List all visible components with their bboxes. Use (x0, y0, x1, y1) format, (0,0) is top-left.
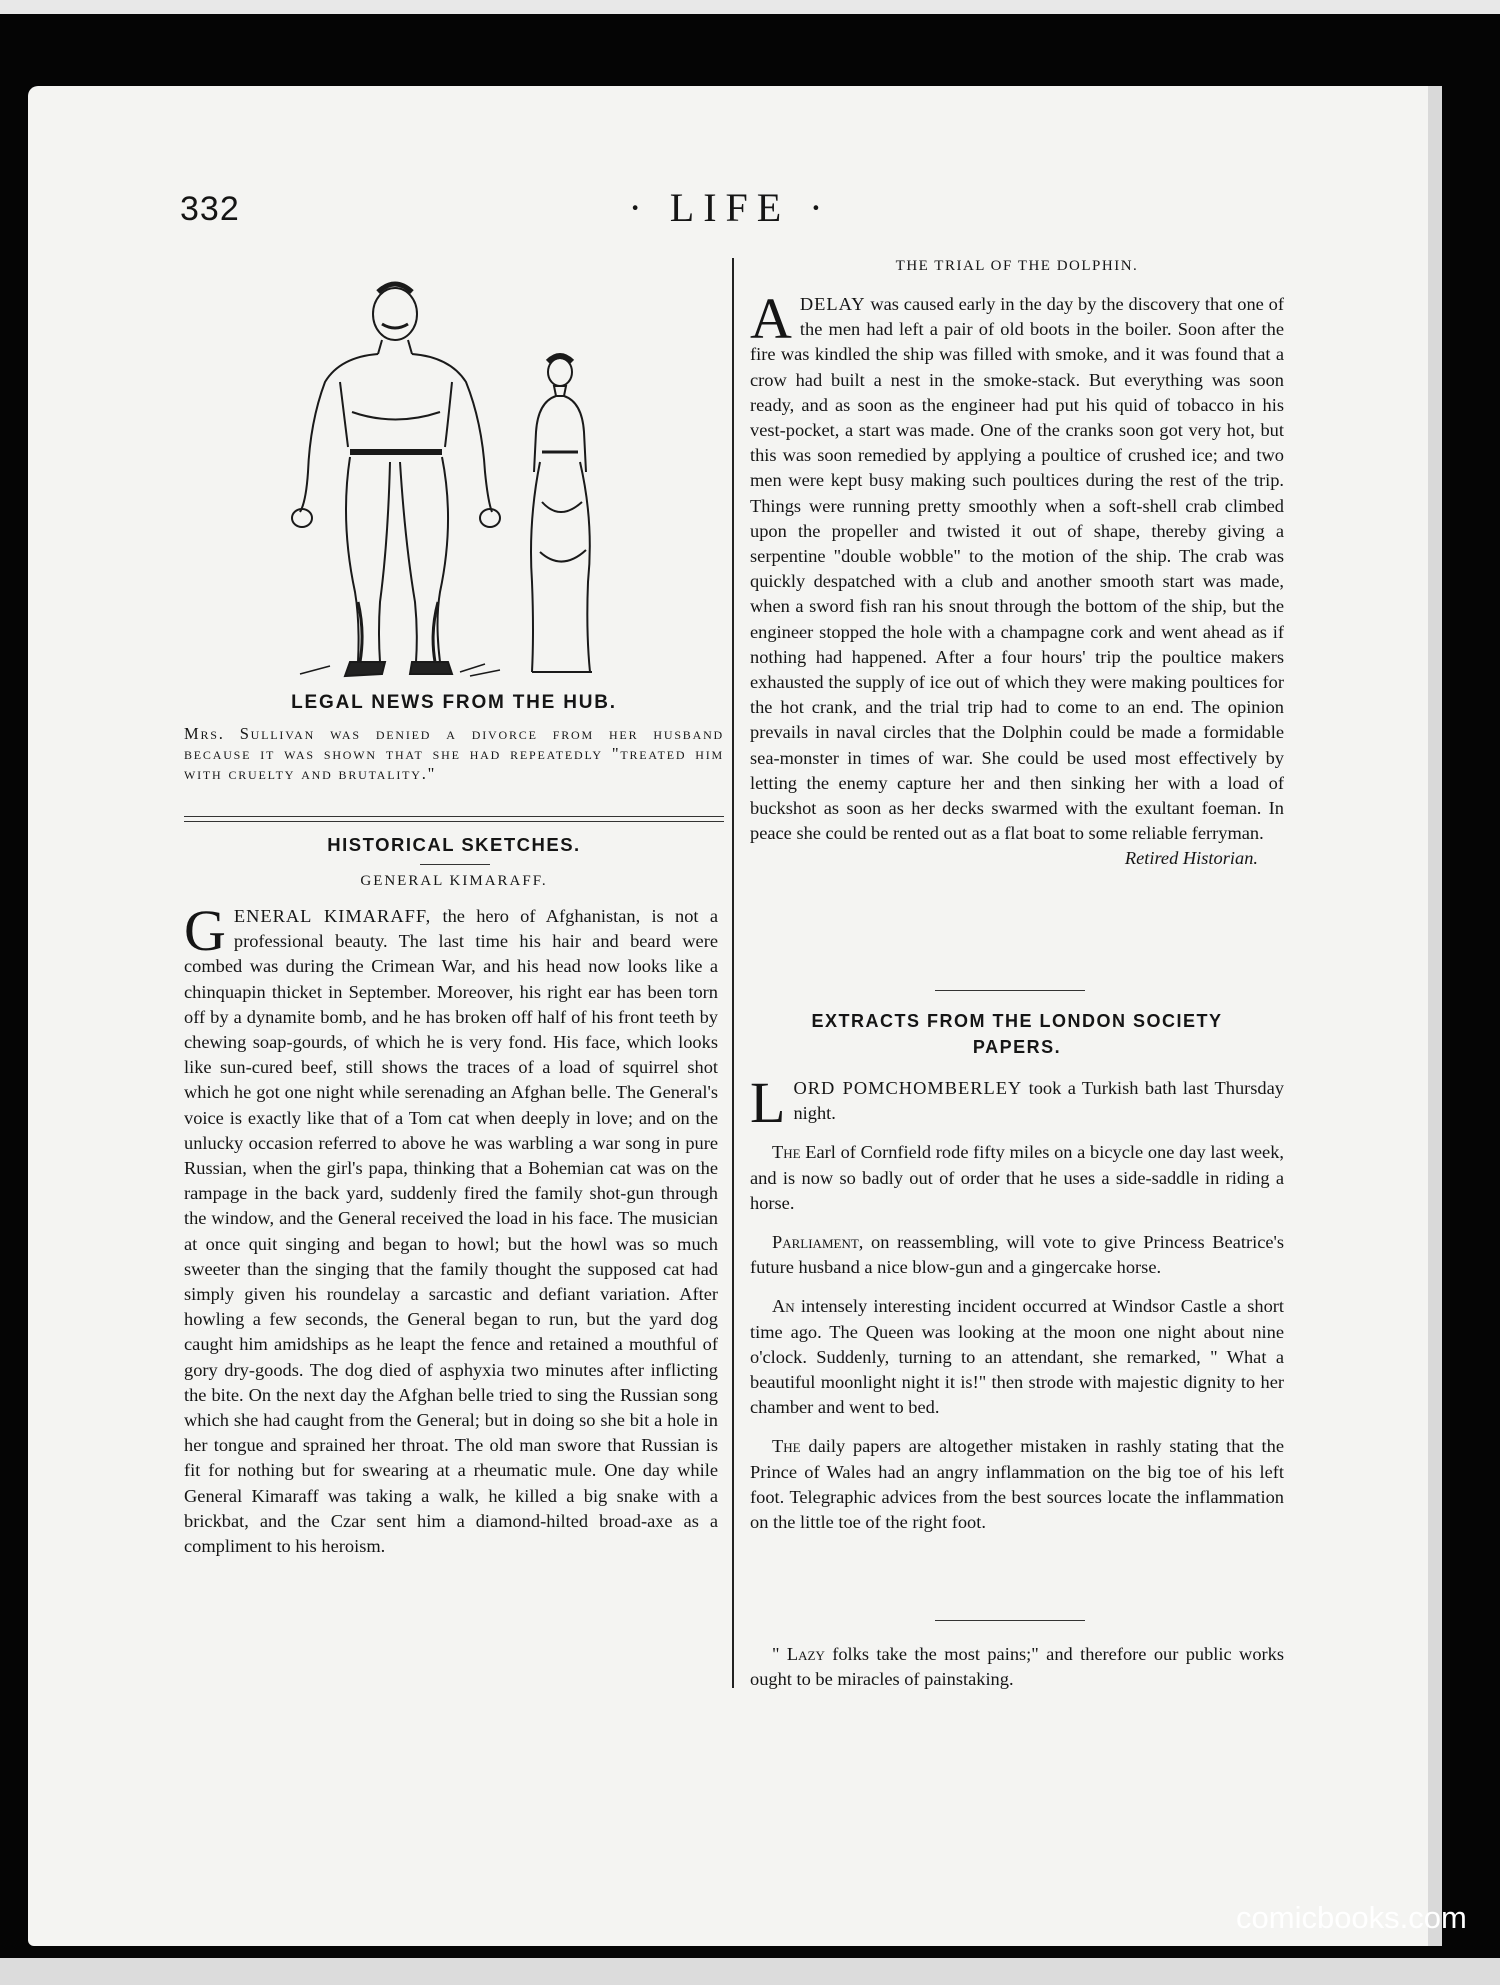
paragraph-lead: " Lazy (772, 1644, 825, 1664)
paragraph-body: intensely interesting incident occurred at Windsor Castle a short time ago. The Queen was looking at the moon one night about nine o'clock. Suddenly, turning to an attendant, she remarked, " What a beautiful moonlight night it is!" then strode with majestic dignity to her chamber and went to bed. (750, 1296, 1284, 1418)
paragraph-lead: The (772, 1436, 801, 1457)
section-divider (935, 1620, 1085, 1621)
paragraph-body: Earl of Cornfield rode fifty miles on a bicycle one day last week, and is now so badly out of order that he uses a side-saddle in riding a horse. (750, 1142, 1284, 1213)
paragraph-body: daily papers are altogether mistaken in rashly stating that the Prince of Wales had an angry inflammation on the big toe of his left foot. Telegraphic advices from the best sources locate the inflammation on the little toe of the right foot. (750, 1436, 1284, 1533)
watermark-text: comicbooks.com (1236, 1900, 1467, 1935)
paragraph-body: on reassembling, will vote to give Princess Beatrice's future husband a nice blow-gun and a gingercake horse. (750, 1232, 1284, 1278)
dolphin-article (750, 286, 1284, 872)
dolphin-title: THE TRIAL OF THE DOLPHIN. (895, 258, 1139, 274)
article-lead: DELAY (799, 294, 866, 314)
section-divider (184, 816, 724, 822)
paragraph-lead: ORD POMCHOMBERLEY (793, 1078, 1023, 1098)
scan-top-edge (0, 0, 1500, 14)
column-rule (732, 258, 734, 1688)
next-page-edge (1428, 86, 1442, 1946)
article-body: was caused early in the day by the discovery that one of the men had left a pair of old boots in the boiler. Soon after the fire was kindled the ship was filled with smoke, and it was found that a crow had built a nest in the smoke-stack. But everything was soon ready, and as soon as the engineer had put his quid of tobacco in his vest-pocket, a start was made. One of the cranks soon got very hot, but this was soon remedied by applying a poultice of crushed ice; and two men were kept busy making such poultices during the rest of the trip. Things were running pretty smoothly when a soft-shell crab climbed upon the propeller and twisted it out of shape, thereby giving a serpentine "double wobble" to the motion of the ship. The crab was quickly despatched with a club and another smooth start was made, when a sword fish ran his snout through the bottom of the ship, but the engineer stopped the hole with a champagne cork and went ahead as if nothing had happened. After a four hours' trip the poultice makers exhausted the supply of ice out of which they were making poultices for the hot crank, and the trial trip had to come to an end. The opinion prevails in naval circles that the Dolphin could be made a formidable sea-monster in times of war. She could be used most effectively by letting the enemy capture her and then sinking her with a load of buckshot as soon as her decks swarmed with the exultant foeman. In peace she could be rented out as a flat boat to some reliable ferryman. (750, 294, 1284, 844)
historical-sketches-title: HISTORICAL SKETCHES. (327, 834, 581, 855)
london-society-article (750, 1070, 1284, 1535)
london-title-line-2: PAPERS. (972, 1037, 1062, 1057)
dropcap-g: G (184, 898, 226, 963)
lazy-folks-paragraph (750, 1642, 1284, 1692)
dropcap-l: L (750, 1070, 786, 1135)
historical-sketches-article (184, 898, 718, 1559)
article-lead: ENERAL KIMARAFF, (233, 906, 432, 926)
article-body: the hero of Afghanistan, is not a professional beauty. The last time his hair and beard were combed was during the Crimean War, and his head now looks like a chinquapin thicket in September. Moreover, his right ear has been torn off by a dynamite bomb, and he has broken off half of his front teeth by chewing soap-gourds, of which he is very fond. His face, which looks like sun-cured beef, still shows the traces of a load of squirrel shot which he got one night while serenading an Afghan belle. The General's voice is exactly like that of a Tom cat when deeply in love; and on the unlucky occasion referred to above he was warbling a war song in pure Russian, when the girl's papa, thinking that a Bohemian cat was on the rampage in the back yard, suddenly fired the family shot-gun through the window, and the General received the load in his face. The musician at once quit singing and began to howl; but the howl was so much sweeter than the singing that the family thought the supposed cat had simply given his roundelay a sarcastic and defiant variation. After howling a few seconds, the General began to run, but the yard dog caught him amidships as he leapt the fence and retained a mouthful of gory dry-goods. The dog died of asphyxia two minutes after inflicting the bite. On the next day the Afghan belle tried to sing the Russian song which she had caught from the General; but in doing so she bit a hole in her tongue and sprained her throat. The old man swore that Russian is fit for nothing but for swearing at a rheumatic mule. One day while General Kimaraff was taking a walk, he killed a big snake with a brickbat, and the Czar sent him a diamond-hilted broad-axe as a compliment to his heroism. (184, 906, 718, 1557)
london-society-title (750, 1008, 1284, 1060)
paragraph-lead: An (772, 1296, 795, 1317)
masthead-title: · LIFE · (628, 185, 832, 230)
strongman-and-woman-illustration (270, 262, 600, 682)
london-title-line-1: EXTRACTS FROM THE LONDON SOCIETY (811, 1011, 1223, 1031)
article-signature: Retired Historian. (1124, 848, 1258, 869)
dropcap-a: A (750, 286, 792, 351)
historical-sketches-subtitle: GENERAL KIMARAFF. (360, 873, 548, 889)
paragraph-lead: Parliament, (772, 1232, 864, 1253)
paragraph-lead: The (772, 1142, 801, 1163)
section-divider (935, 990, 1085, 991)
title-rule (420, 864, 490, 865)
paragraph-body: took a Turkish bath last Thursday night. (793, 1078, 1284, 1124)
page-number: 332 (180, 190, 240, 228)
scan-bottom-edge (0, 1958, 1500, 1985)
illustration-title: LEGAL NEWS FROM THE HUB. (291, 692, 617, 713)
paragraph-body: folks take the most pains;" and therefore our public works ought to be miracles of painstaking. (750, 1644, 1284, 1690)
illustration-caption: Mrs. Sullivan was denied a divorce from her husband because it was shown that she had repeatedly "treated him with cruelty and brutality." (184, 724, 724, 783)
